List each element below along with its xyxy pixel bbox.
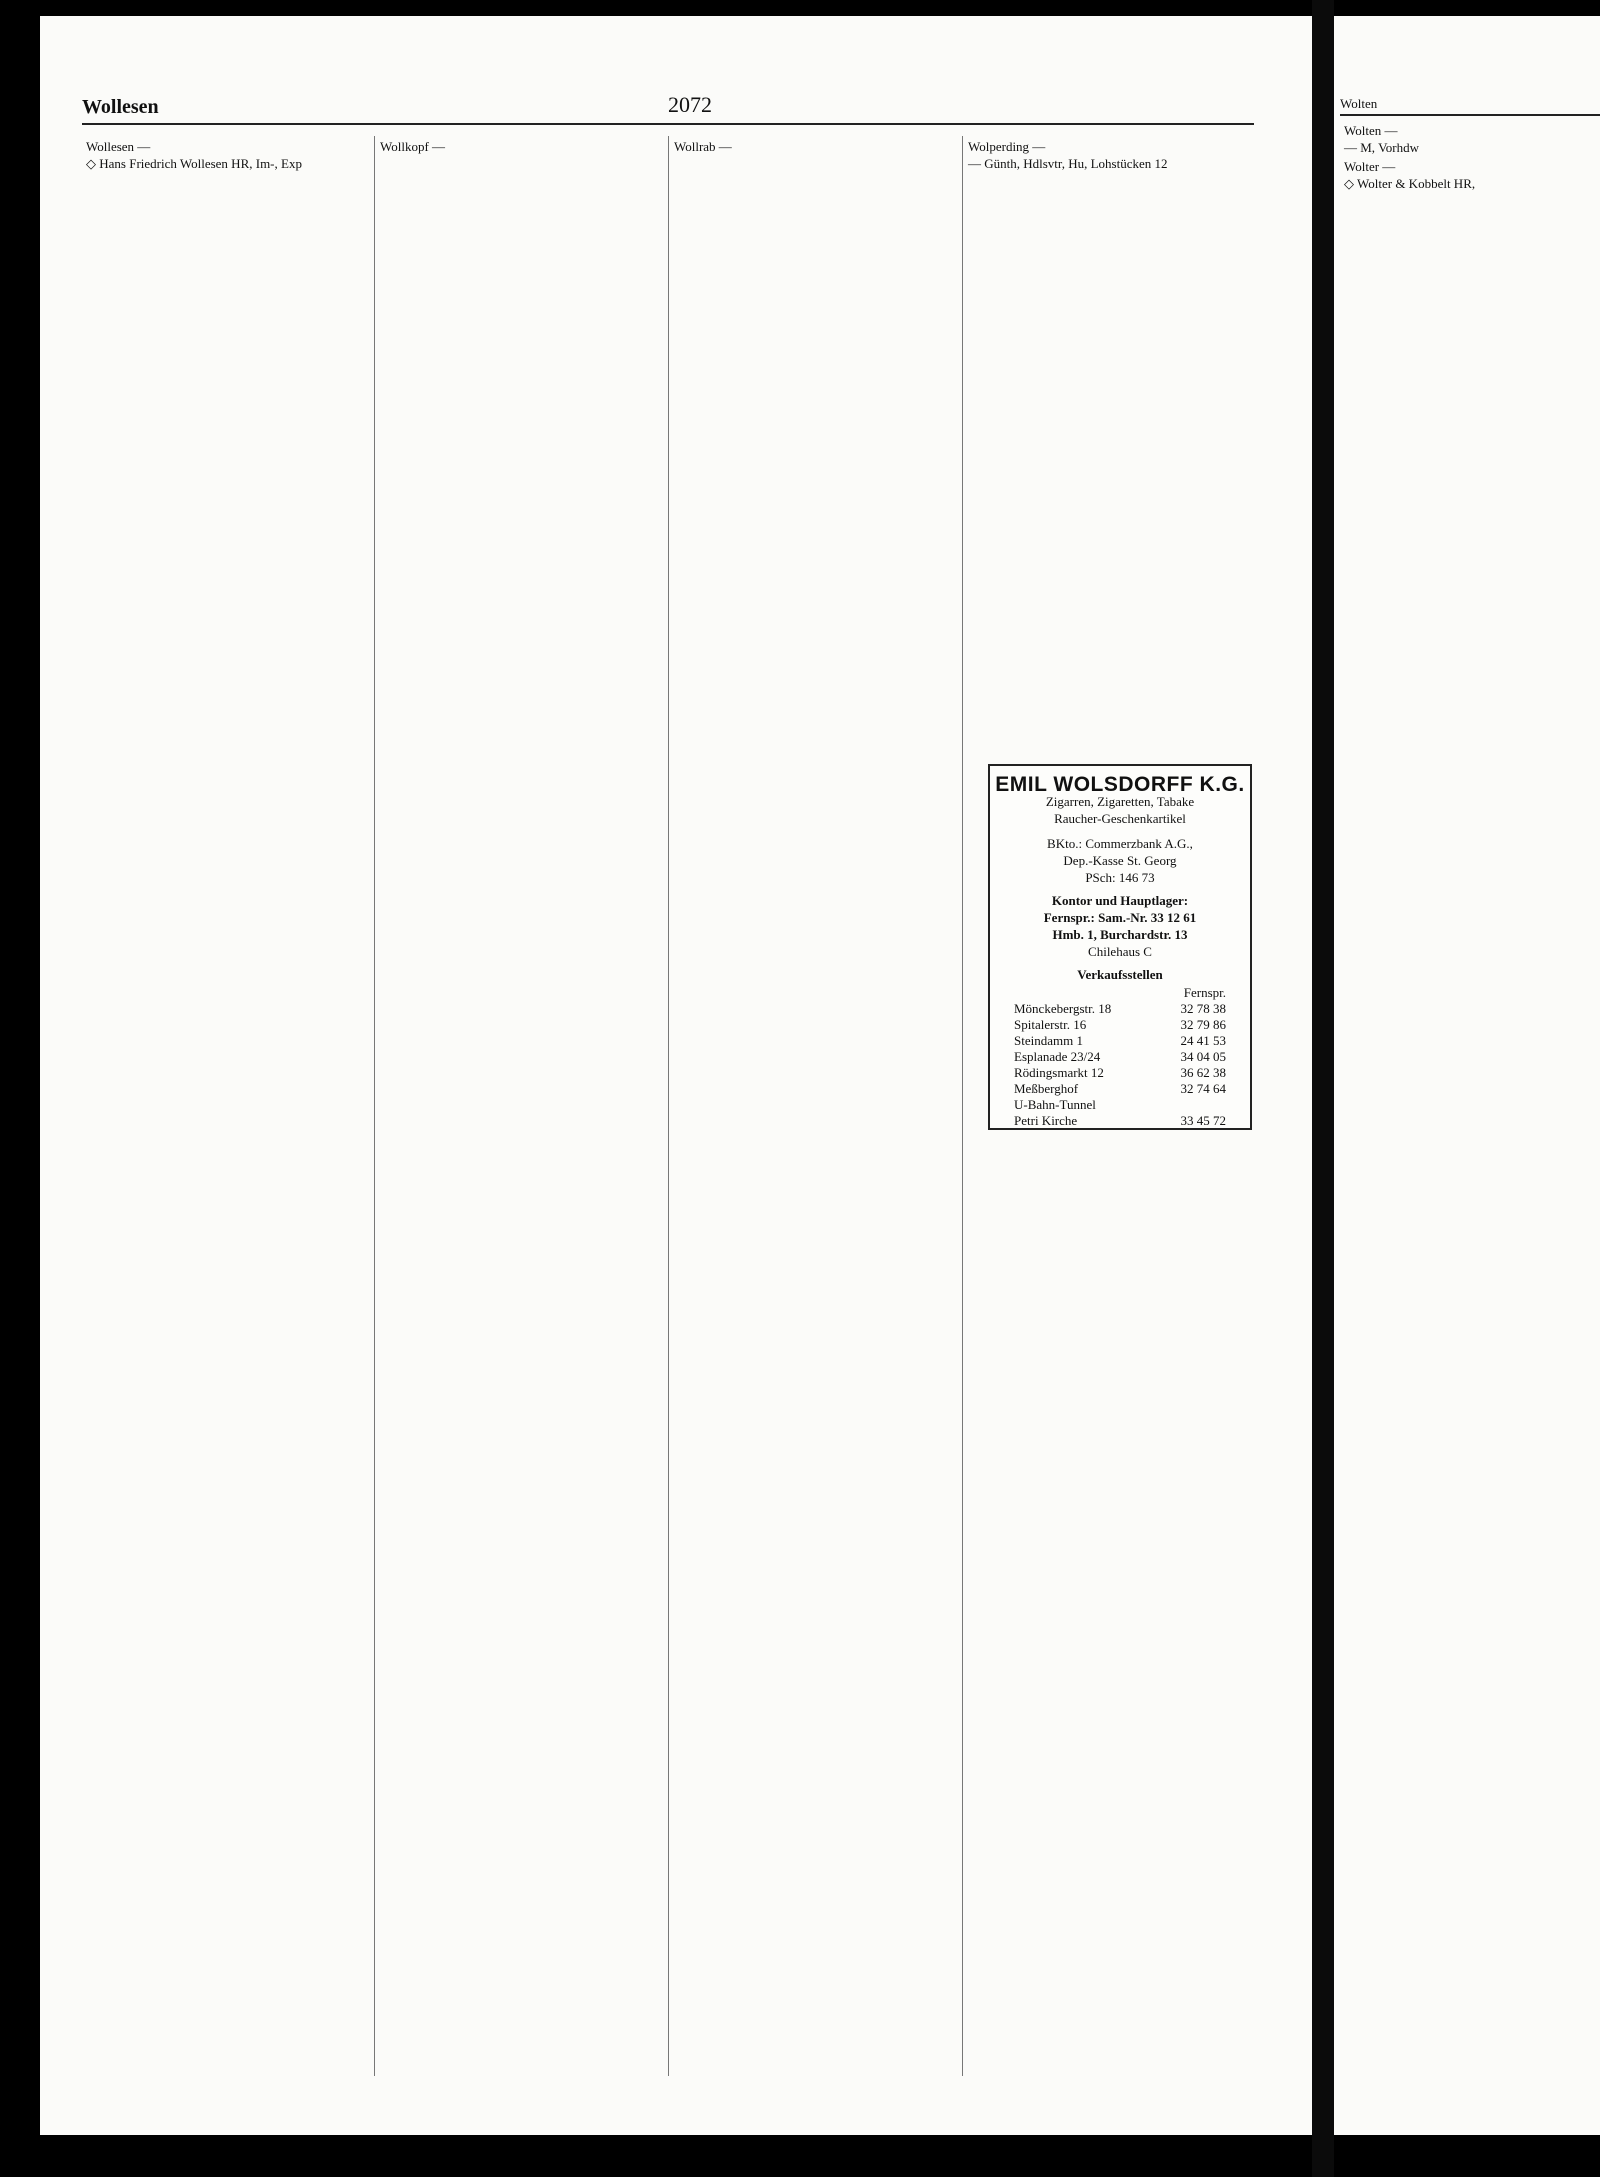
ad-outlet-phone: 32 79 86 (1180, 1017, 1226, 1032)
surname-heading: Wolter — (1344, 159, 1396, 174)
page-number: 2072 (668, 92, 712, 117)
next-page-running-head: Wolten (1340, 96, 1378, 111)
surname-heading: Wollkopf — (380, 139, 446, 154)
ad-line: Zigarren, Zigaretten, Tabake (1045, 794, 1195, 809)
ad-outlet-name: Steindamm 1 (1014, 1033, 1083, 1048)
header-rule (82, 123, 1254, 125)
ad-address-line: Chilehaus C (1088, 944, 1152, 959)
directory-column-2 (380, 136, 666, 155)
ad-outlets-heading: Verkaufsstellen (1077, 967, 1163, 982)
ad-outlet-row (1014, 1049, 1226, 1065)
ad-address-line: Hmb. 1, Burchardstr. 13 (1052, 927, 1188, 942)
surname-heading: Wollrab — (674, 139, 732, 154)
ad-outlet-name: Esplanade 23/24 (1014, 1049, 1101, 1064)
ad-outlet-row (1014, 1097, 1226, 1113)
ad-outlet-row (1014, 1113, 1226, 1129)
directory-entry: ◇ Hans Friedrich Wollesen HR, Im-, Exp (86, 156, 302, 171)
scan-border-top (0, 0, 1600, 16)
ad-outlet-phone: 33 45 72 (1180, 1113, 1226, 1128)
directory-entry: ◇ Wolter & Kobbelt HR, (1344, 176, 1476, 191)
ad-outlet-row (1014, 1065, 1226, 1081)
ad-outlets-header-blank (1014, 985, 1158, 1001)
directory-entry: — M, Vorhdw (1344, 140, 1420, 155)
scan-border-left (0, 0, 40, 2177)
ad-outlet-name: U-Bahn-Tunnel (1014, 1097, 1096, 1112)
ad-outlet-row (1014, 1033, 1226, 1049)
ad-outlets-body (1014, 1001, 1226, 1129)
ad-outlet-phone: 32 74 64 (1180, 1081, 1226, 1096)
running-head: Wollesen (82, 96, 159, 118)
ad-outlet-phone: 32 78 38 (1180, 1001, 1226, 1016)
ad-outlet-name: Petri Kirche (1014, 1113, 1078, 1128)
ad-contact-heading: Kontor und Hauptlager: (1051, 893, 1189, 908)
ad-outlet-name: Meßberghof (1014, 1081, 1079, 1096)
ad-line: BKto.: Commerzbank A.G., (1047, 836, 1193, 851)
directory-entry: — Günth, Hdlsvtr, Hu, Lohstücken 12 (968, 156, 1168, 171)
next-page-edge (1334, 16, 1600, 2135)
ad-outlet-phone: 36 62 38 (1180, 1065, 1226, 1080)
surname-heading: Wolten — (1344, 123, 1398, 138)
ad-line: PSch: 146 73 (1085, 870, 1155, 885)
ad-outlet-phone: 34 04 05 (1180, 1049, 1226, 1064)
column-divider (374, 136, 375, 2076)
ad-outlet-phone: 24 41 53 (1180, 1033, 1226, 1048)
ad-outlet-row (1014, 1081, 1226, 1097)
book-gutter (1312, 0, 1334, 2177)
ad-line: Raucher-Geschenkartikel (1054, 811, 1186, 826)
ad-outlet-name: Spitalerstr. 16 (1014, 1017, 1087, 1032)
column-divider (668, 136, 669, 2076)
wolsdorff-advertisement (988, 764, 1252, 1130)
next-page-column (1344, 120, 1600, 192)
ad-outlet-row (1014, 1017, 1226, 1033)
ad-outlet-name: Mönckebergstr. 18 (1014, 1001, 1112, 1016)
ad-outlet-row (1014, 1001, 1226, 1017)
ad-outlet-name: Rödingsmarkt 12 (1014, 1065, 1104, 1080)
column-divider (962, 136, 963, 2076)
directory-column-3 (674, 136, 960, 155)
ad-phone-line: Fernspr.: Sam.-Nr. 33 12 61 (1043, 910, 1197, 925)
ad-outlets-table (1014, 985, 1226, 1129)
ad-outlets-column-label: Fernspr. (1183, 985, 1226, 1000)
ad-outlet-phone (1158, 1097, 1226, 1113)
ad-line: Dep.-Kasse St. Georg (1063, 853, 1177, 868)
scan-border-bottom (0, 2135, 1600, 2177)
directory-column-4 (968, 136, 1254, 172)
directory-column-1 (86, 136, 372, 172)
ad-title: EMIL WOLSDORFF K.G. (995, 773, 1245, 796)
next-page-head-rule (1340, 114, 1600, 116)
surname-heading: Wolperding — (968, 139, 1046, 154)
surname-heading: Wollesen — (86, 139, 151, 154)
